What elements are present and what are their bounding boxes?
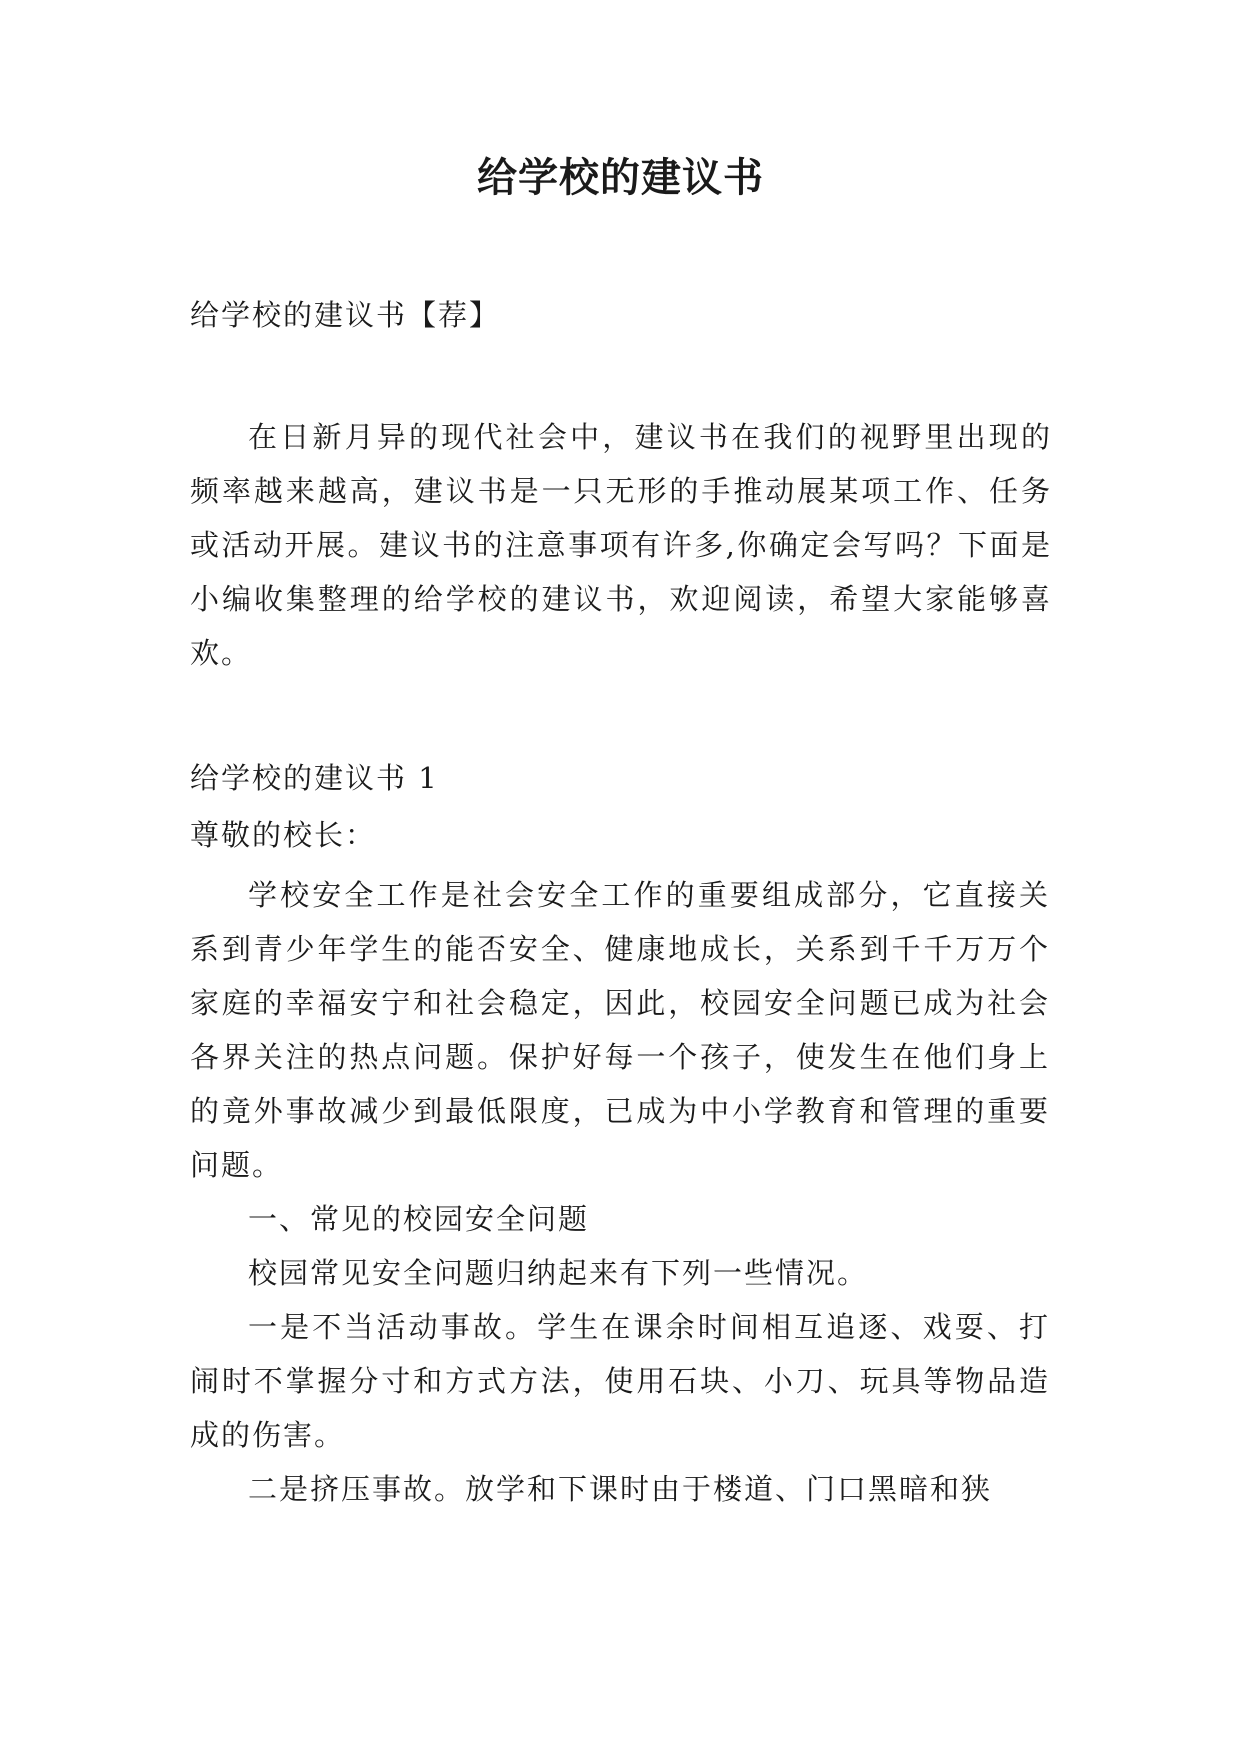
salutation: 尊敬的校长： — [190, 818, 377, 852]
document-title: 给学校的建议书 — [477, 154, 764, 201]
body-heading: 一、常见的校园安全问题 — [248, 1202, 590, 1236]
section-title: 给学校的建议书 1 — [190, 761, 439, 795]
body-paragraph: 校园常见安全问题归纳起来有下列一些情况。 — [248, 1256, 869, 1290]
document-subtitle: 给学校的建议书【荐】 — [190, 298, 501, 332]
body-paragraph: 一是不当活动事故。学生在课余时间相互追逐、戏耍、打闹时不掌握分寸和方式方法，使用石块、小刀、玩具等物品造成的伤害。 — [190, 1310, 1050, 1452]
body-paragraph: 学校安全工作是社会安全工作的重要组成部分，它直接关系到青少年学生的能否安全、健康地成长，关系到千千万万个家庭的幸福安宁和社会稳定，因此，校园安全问题已成为社会各界关注的热点问题。保护好每一个孩子，使发生在他们身上的竟外事故减少到最低限度，已成为中小学教育和管理的重要问题。 — [190, 878, 1050, 1182]
body-paragraph: 二是挤压事故。放学和下课时由于楼道、门口黑暗和狭 — [248, 1472, 993, 1506]
intro-paragraph: 在日新月异的现代社会中，建议书在我们的视野里出现的频率越来越高，建议书是一只无形的手推动展某项工作、任务或活动开展。建议书的注意事项有许多,你确定会写吗？下面是小编收集整理的给学校的建议书，欢迎阅读，希望大家能够喜欢。 — [190, 420, 1052, 670]
letter-body — [190, 868, 1050, 1516]
